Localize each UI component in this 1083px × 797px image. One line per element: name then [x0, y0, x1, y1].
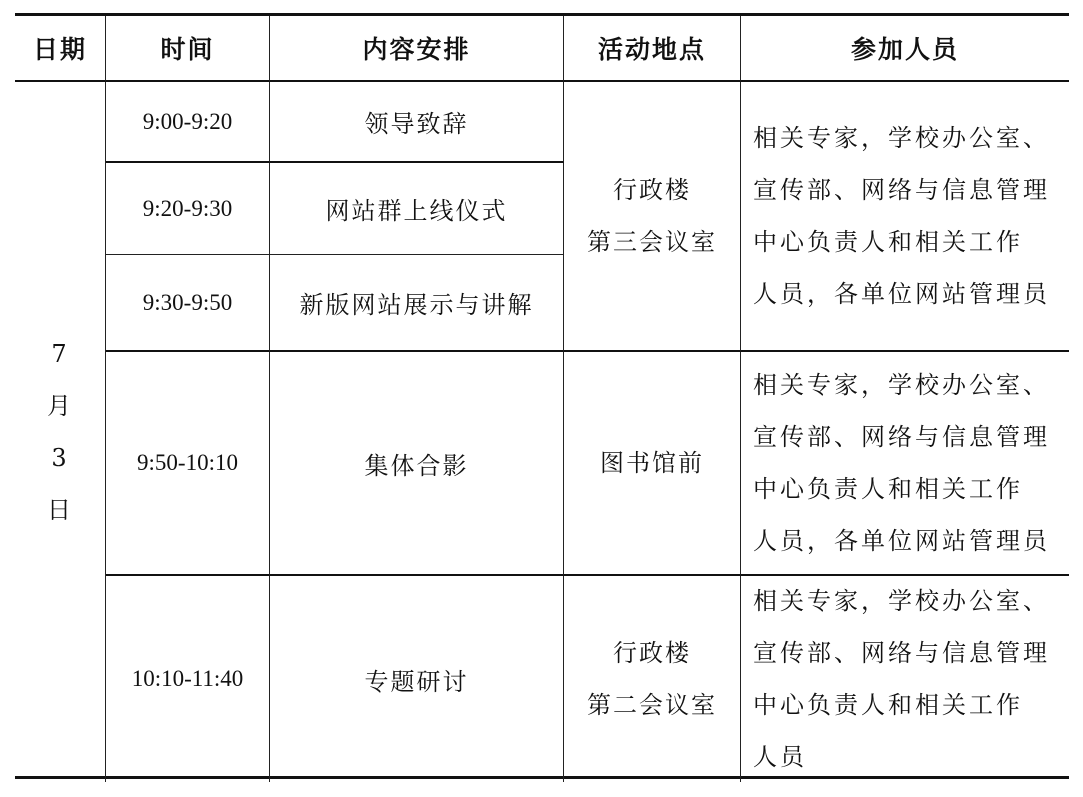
participants-line: 人员	[753, 743, 807, 771]
participants-cell	[741, 352, 1069, 576]
schedule-table	[15, 13, 1069, 779]
participants-line: 中心负责人和相关工作	[753, 228, 1023, 256]
participants-line: 中心负责人和相关工作	[753, 691, 1023, 719]
participants-line: 相关专家，学校办公室、	[753, 124, 1050, 152]
location-room: 第二会议室	[587, 691, 717, 719]
date-month-number: 7	[51, 340, 69, 368]
content-cell: 新版网站展示与讲解	[270, 255, 564, 352]
location-building: 图书馆前	[600, 449, 704, 477]
location-building: 行政楼	[613, 176, 691, 204]
date-day-number: 3	[51, 444, 69, 472]
content-cell: 网站群上线仪式	[270, 163, 564, 255]
date-day-label: 日	[47, 496, 73, 524]
time-cell: 10:10-11:40	[106, 576, 270, 782]
time-cell: 9:30-9:50	[106, 255, 270, 352]
location-cell	[564, 352, 741, 576]
time-cell: 9:00-9:20	[106, 82, 270, 163]
content-cell: 专题研讨	[270, 576, 564, 782]
participants-line: 宣传部、网络与信息管理	[753, 639, 1050, 667]
participants-line: 相关专家，学校办公室、	[753, 371, 1050, 399]
content-cell: 集体合影	[270, 352, 564, 576]
participants-line: 宣传部、网络与信息管理	[753, 423, 1050, 451]
header-content: 内容安排	[270, 16, 564, 82]
header-date: 日期	[15, 16, 106, 82]
participants-cell	[741, 576, 1069, 782]
time-cell: 9:20-9:30	[106, 163, 270, 255]
header-time: 时间	[106, 16, 270, 82]
location-cell	[564, 576, 741, 782]
participants-line: 相关专家，学校办公室、	[753, 587, 1050, 615]
date-month-label: 月	[47, 392, 73, 420]
location-room: 第三会议室	[587, 228, 717, 256]
location-building: 行政楼	[613, 639, 691, 667]
participants-line: 中心负责人和相关工作	[753, 475, 1023, 503]
participants-line: 宣传部、网络与信息管理	[753, 176, 1050, 204]
participants-line: 人员，各单位网站管理员	[753, 280, 1050, 308]
participants-line: 人员，各单位网站管理员	[753, 527, 1050, 555]
date-cell	[15, 82, 106, 782]
content-cell: 领导致辞	[270, 82, 564, 163]
participants-cell	[741, 82, 1069, 352]
header-participants: 参加人员	[741, 16, 1069, 82]
header-location: 活动地点	[564, 16, 741, 82]
time-cell: 9:50-10:10	[106, 352, 270, 576]
location-cell	[564, 82, 741, 352]
